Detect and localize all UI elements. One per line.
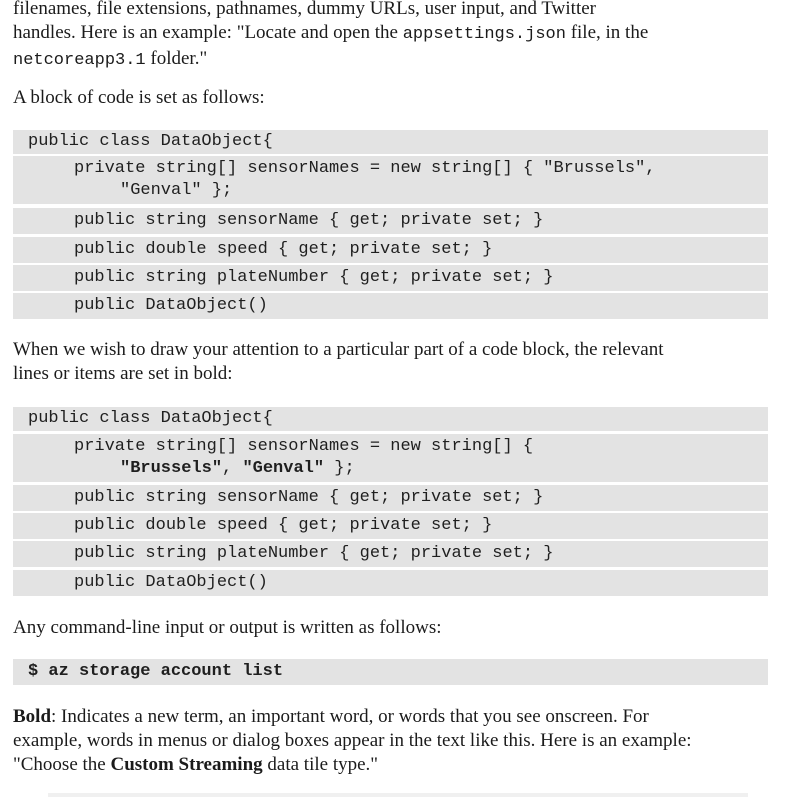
code-separator: , bbox=[222, 459, 243, 478]
intro-paragraph bbox=[13, 0, 783, 73]
page-bottom-divider bbox=[48, 793, 748, 797]
code-block-intro: A block of code is set as follows: bbox=[13, 87, 265, 108]
bold-paragraph-line-1-text: : Indicates a new term, an important word, or words that you see onscreen. For bbox=[51, 706, 649, 727]
code-line-end: }; bbox=[324, 459, 355, 478]
bold-paragraph-line-3-text: "Choose the bbox=[13, 754, 111, 775]
code-line-text: private string[] sensorNames = new string[] { bbox=[74, 437, 534, 456]
intro-line-2 bbox=[13, 21, 783, 47]
command-line-block: $ az storage account list bbox=[13, 659, 768, 685]
command-intro: Any command-line input or output is written as follows: bbox=[13, 617, 442, 638]
bold-paragraph bbox=[13, 705, 783, 777]
code-line bbox=[13, 570, 768, 596]
code-line bbox=[13, 407, 768, 431]
bold-term: Bold bbox=[13, 706, 52, 727]
code-line-continuation bbox=[13, 458, 768, 480]
code-line-text: public double speed { get; private set; } bbox=[74, 516, 493, 535]
code-line-text: public class DataObject{ bbox=[28, 132, 273, 151]
code-line bbox=[13, 434, 768, 482]
code-line bbox=[13, 513, 768, 539]
bold-code-brussels: "Brussels" bbox=[120, 459, 223, 478]
inline-code-netcoreapp: netcoreapp3.1 bbox=[13, 51, 146, 70]
code-line bbox=[13, 293, 768, 319]
intro-line-2-text: handles. Here is an example: "Locate and open the bbox=[13, 22, 403, 43]
code-line-text: public string sensorName { get; private set; } bbox=[74, 211, 544, 230]
code-line-text: public string plateNumber { get; private set; } bbox=[74, 268, 554, 287]
code-line-text: public string sensorName { get; private set; } bbox=[74, 488, 544, 507]
inline-code-appsettings: appsettings.json bbox=[402, 25, 566, 44]
intro-line-3 bbox=[13, 47, 783, 73]
bold-paragraph-line-3-tail: data tile type." bbox=[262, 754, 379, 775]
code-line-text: private string[] sensorNames = new string[] { "Brussels", bbox=[74, 159, 656, 178]
bold-code-genval: "Genval" bbox=[242, 459, 325, 478]
code-line-text: public class DataObject{ bbox=[28, 409, 273, 428]
code-line bbox=[13, 265, 768, 291]
bold-intro-line-2: lines or items are set in bold: bbox=[13, 363, 233, 384]
bold-paragraph-line-1 bbox=[13, 705, 783, 729]
code-line bbox=[13, 208, 768, 234]
code-line-continuation: "Genval" }; bbox=[120, 181, 233, 200]
intro-line-1: filenames, file extensions, pathnames, dummy URLs, user input, and Twitter bbox=[13, 0, 596, 19]
bold-paragraph-line-3 bbox=[13, 753, 783, 777]
code-line bbox=[13, 485, 768, 511]
bold-intro-line-1: When we wish to draw your attention to a particular part of a code block, the relevant bbox=[13, 339, 664, 360]
code-line bbox=[13, 156, 768, 204]
code-line bbox=[13, 237, 768, 263]
code-line bbox=[13, 541, 768, 567]
intro-line-2-tail: file, in the bbox=[565, 22, 649, 43]
code-line bbox=[13, 130, 768, 154]
code-line-text: public string plateNumber { get; private set; } bbox=[74, 544, 554, 563]
bold-ui-term: Custom Streaming bbox=[110, 754, 263, 775]
intro-line-3-tail: folder." bbox=[145, 48, 208, 69]
code-line-text: public double speed { get; private set; } bbox=[74, 240, 493, 259]
bold-paragraph-line-2: example, words in menus or dialog boxes appear in the text like this. Here is an example: bbox=[13, 730, 692, 751]
code-line-text: public DataObject() bbox=[74, 573, 268, 592]
code-line-text: public DataObject() bbox=[74, 296, 268, 315]
bold-intro-paragraph bbox=[13, 338, 783, 386]
